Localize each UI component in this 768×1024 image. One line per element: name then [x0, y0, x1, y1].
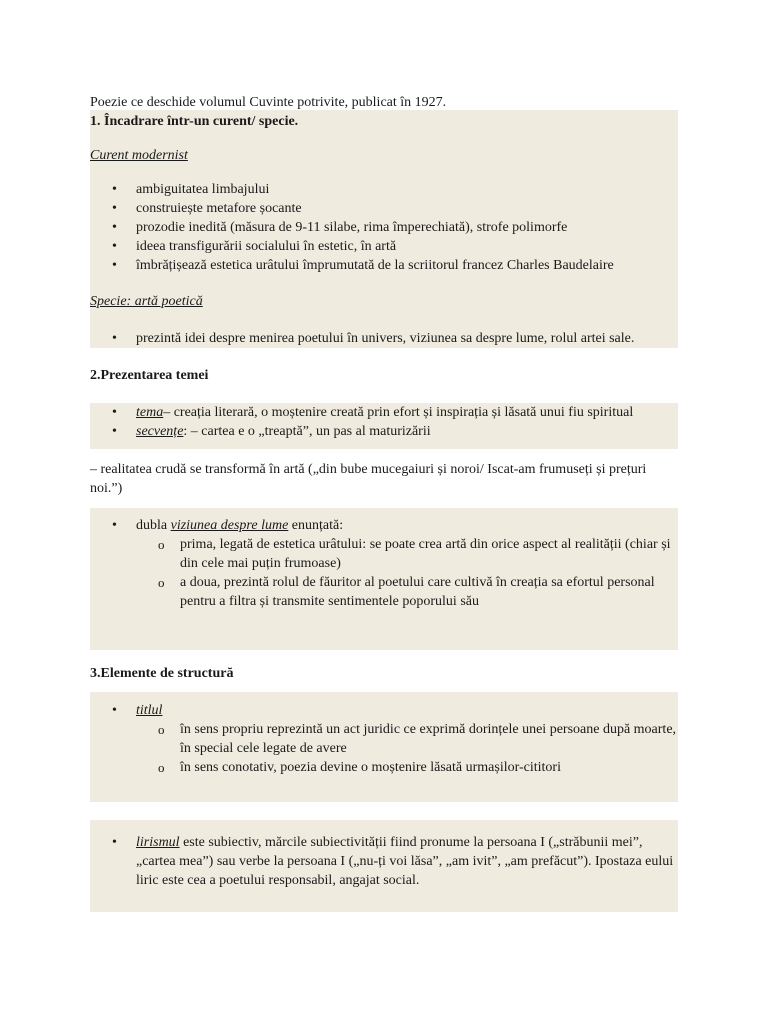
- list-item: o a doua, prezintă rolul de făuritor al poetului care cultivă în creația sa efortul personal pentru a filtra și transmite sentimentele poporului său: [90, 573, 680, 611]
- dubla-sublist: [90, 535, 680, 611]
- secvente-term: secvențe: [136, 424, 184, 439]
- list-item: o prima, legată de estetica urâtului: se poate crea artă din orice aspect al realității (chiar și din cele mai puțin frumoase): [90, 535, 680, 573]
- list-item: o în sens conotativ, poezia devine o moștenire lăsată urmașilor-cititori: [90, 758, 680, 777]
- list-item: [90, 701, 680, 720]
- intro-line: Poezie ce deschide volumul Cuvinte potrivite, publicat în 1927.: [90, 95, 447, 110]
- section1-heading: 1. Încadrare într-un curent/ specie.: [90, 114, 299, 129]
- list-item: • ambiguitatea limbajului: [90, 180, 680, 199]
- tema-list: [90, 403, 680, 441]
- titlul-term: titlul: [136, 703, 163, 718]
- list-item: • dubla viziunea despre lume enunțată:: [90, 516, 680, 535]
- list-item: o în sens propriu reprezintă un act juridic ce exprimă dorințele unei persoane după moarte, în special cele legate de avere: [90, 720, 680, 758]
- titlul-sublist: [90, 720, 680, 777]
- specie-list: [90, 329, 680, 348]
- realitatea-paragraph: – realitatea crudă se transformă în artă („din bube mucegaiuri și noroi/ Iscat-am frumuseți și prețuri noi.”): [90, 462, 647, 496]
- document-content: [90, 93, 680, 890]
- dubla-term: viziunea despre lume: [170, 518, 289, 533]
- secvente-text: : – cartea e o „treaptă”, un pas al maturizării: [183, 424, 431, 439]
- tema-term: tema: [136, 405, 164, 420]
- list-item: [90, 403, 680, 422]
- list-item: • prezintă idei despre menirea poetului în univers, viziunea sa despre lume, rolul artei sale.: [90, 329, 680, 348]
- section2-heading: 2.Prezentarea temei: [90, 368, 209, 383]
- lirismul-text: este subiectiv, mărcile subiectivității fiind pronume la persoana I („străbunii mei”, „cartea mea”) sau verbe la persoana I („nu-ți voi lăsa”, „am ivit”, „am prefăcut”). Ipostaza eului liric este cea a poetului responsabil, angajat social.: [136, 835, 674, 888]
- section3-heading: 3.Elemente de structură: [90, 666, 234, 681]
- lirismul-term: lirismul: [136, 835, 180, 850]
- curent-list: [90, 180, 680, 275]
- list-item: • construiește metafore șocante: [90, 199, 680, 218]
- list-item: • ideea transfigurării socialului în estetic, în artă: [90, 237, 680, 256]
- list-item: • îmbrățișează estetica urâtului împrumutată de la scriitorul francez Charles Baudelaire: [90, 256, 680, 275]
- list-item: [90, 422, 680, 441]
- curent-label: Curent modernist: [90, 148, 188, 163]
- list-item: [90, 833, 680, 890]
- lirismul-list: [90, 833, 680, 890]
- dubla-list: [90, 516, 680, 535]
- titlul-list: [90, 701, 680, 720]
- list-item: • prozodie inedită (măsura de 9-11 silabe, rima împerechiată), strofe polimorfe: [90, 218, 680, 237]
- tema-text: – creația literară, o moștenire creată prin efort și inspirația și lăsată unui fiu spiritual: [163, 405, 634, 420]
- specie-label: Specie: artă poetică: [90, 294, 203, 309]
